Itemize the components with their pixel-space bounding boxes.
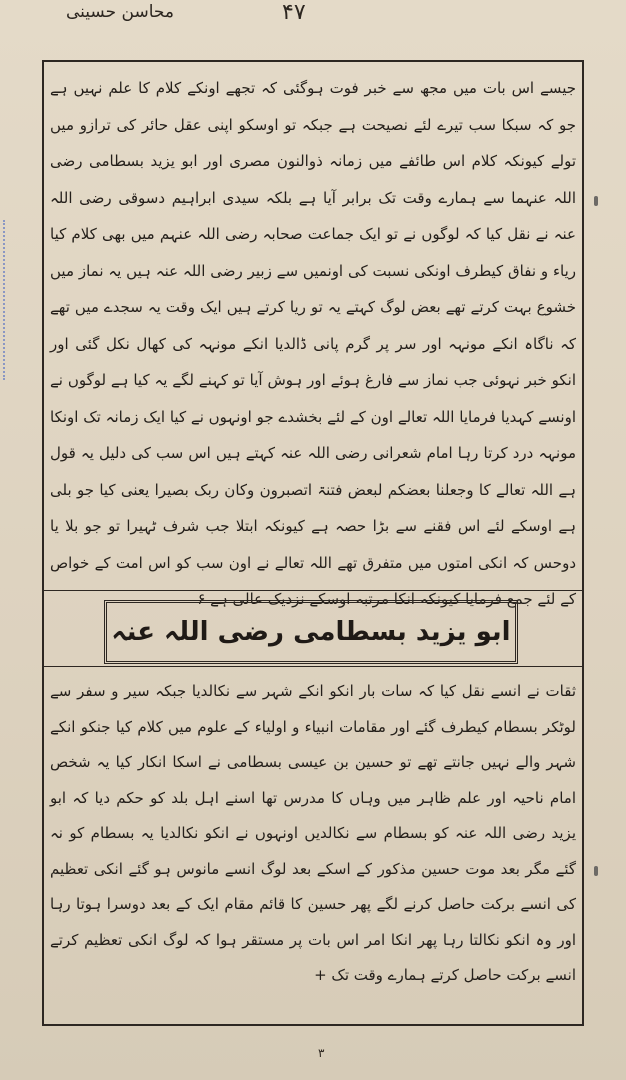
section-heading-box [104,600,518,664]
paragraph-2: ثقات نے انسے نقل کیا کہ سات بار انکو انکے شہر سے نکالدیا جبکہ سیر و سفر سے لوٹکر بسطام کیطرف گئے اور مقامات انبیاء و اولیاء کے علوم میں کلام کیا جنکو انکے شہر والے نہیں جانتے تھے تو حسین بن عیسی بسطامی نے اسکا انکار کیا یہ شخص امام ناحیہ اور علم ظاہر میں وہاں کا مدرس تھا اسنے اہل بلد کو حکم دیا کہ ابو یزید رضی اللہ عنہ کو بسطام سے نکالدیں اونہوں نے انکو نکالدیا یہ بسطام کو نہ گئے مگر بعد موت حسین مذکور کے اسکے بعد لوگ انسے مانوس ہو گئے انکی تعظیم کی انسے برکت حاصل کرنے لگے پھر حسین کا قائم مقام ایک کے بعد دوسرا ہوتا رہا اور وہ انکو نکالتا رہا پھر انکا امر اس بات پر مستقر ہوا کہ لوگ انکی تعظیم کرتے انسے برکت حاصل کرتے ہمارے وقت تک + [50,682,576,984]
divider-top [44,590,582,591]
page-number: ۴۷ [282,0,306,25]
margin-ink-dots [3,220,13,380]
section-heading: ابو یزید بسطامی رضی اللہ عنہ [111,617,511,647]
running-header: محاسن حسینی [66,2,174,22]
footer-mark: ۳ [318,1046,325,1060]
binding-pin [594,866,598,876]
binding-pin [594,196,598,206]
divider-bottom [44,666,582,667]
paragraph-1: جیسے اس بات میں مجھ سے خبر فوت ہوگئی کہ تجھے اونکے کلام کا علم نہیں ہے جو کہ سبکا سب تیرے لئے نصیحت ہے جبکہ تو اوسکو اپنی عقل حائر کی ترازو میں تولے کیونکہ کلام اس طائفے میں زمانہ ذوالنون مصری اور ابو یزید بسطامی رضی اللہ عنہما سے ہمارے وقت تک برابر آیا ہے بلکہ سیدی ابراہیم دسوقی رضی اللہ عنہ نے نقل کیا کہ لوگوں نے تو ایک جماعت صحابہ رضی اللہ عنہم میں بھی کلام کیا ریاء و نفاق کیطرف اونکی نسبت کی اونمیں سے زبیر رضی اللہ عنہ ہیں یہ نماز میں خشوع بہت کرتے تھے بعض لوگ کہتے یہ تو ریا کرتے ہیں ایک وقت یہ سجدے میں تھے کہ ناگاہ انکے مونہہ اور سر پر گرم پانی ڈالدیا انکے مونہہ کی کھال نکل گئی اور انکو خبر نہوئی جب نماز سے فارغ ہوئے اور ہوش آیا تو کہنے لگے یہ کیا ہے لوگوں نے اونسے کہدیا فرمایا اللہ تعالے اون کے لئے بخشدے جو اونہوں نے کیا ایک زمانہ تک اونکا مونہہ درد کرتا رہا امام شعرانی رضی اللہ عنہ کہتے ہیں اس سب کی دلیل یہ قول ہے اللہ تعالے کا وجعلنا بعضکم لبعض فتنۃ اتصبرون وکان ربک بصیرا یعنی کیا جو بلی ہے اوسکے لئے اس فقنے سے بڑا حصہ ہے کیونکہ ابتلا جب شرف ٹہیرا تو جو بلا یا دوحس کہ انکی امتوں میں متفرق تھے اللہ تعالے نے اون سب کو اس امت کے خواص کے لئے جمع فرمایا کیونکہ انکا مرتبہ اوسکے نزدیک عالی ہے ۶ [50,79,576,608]
text-frame [42,60,584,1026]
